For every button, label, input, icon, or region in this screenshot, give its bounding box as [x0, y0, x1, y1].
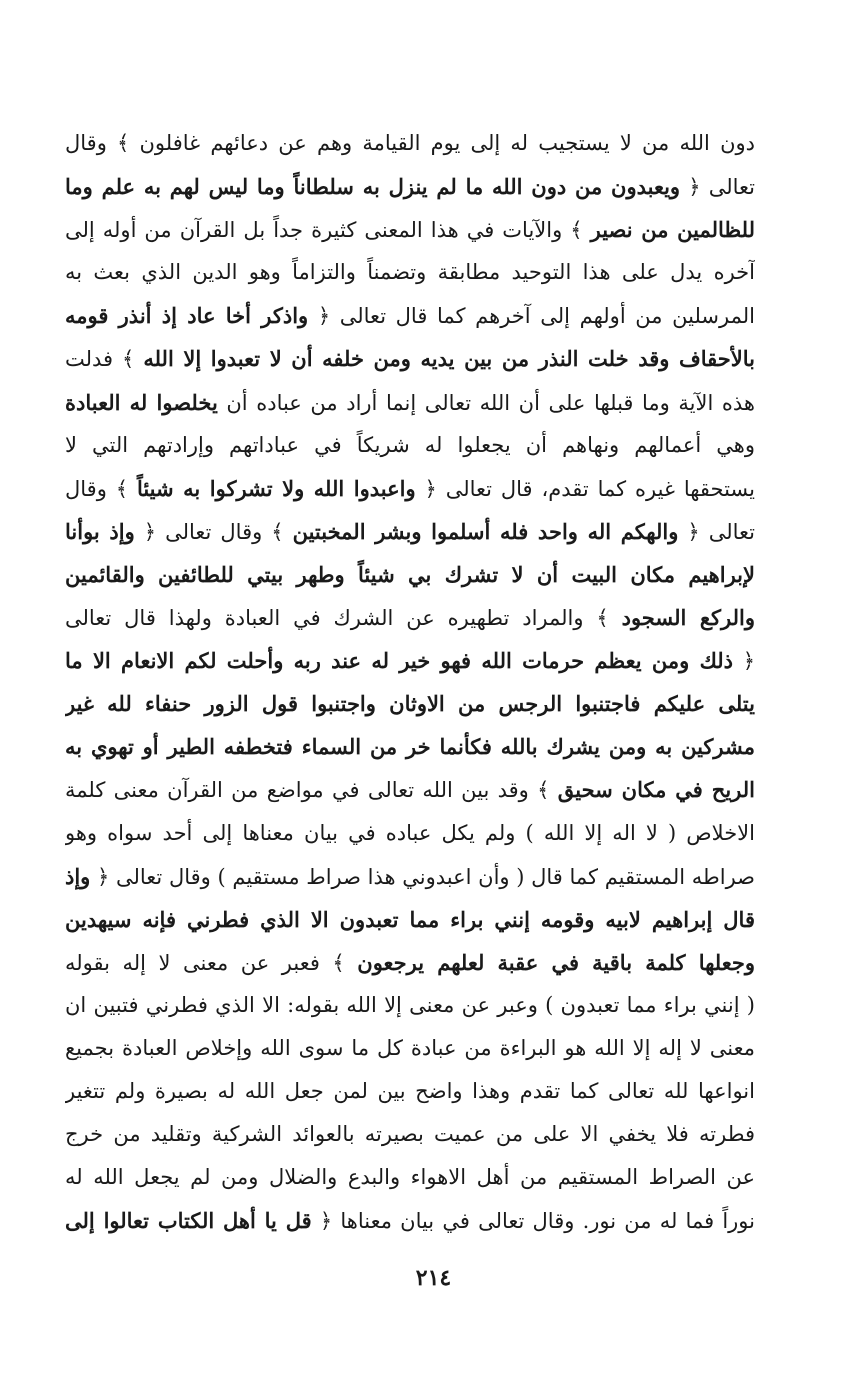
text-segment: يستحقها غيره كما تقدم، قال تعالى ﴿	[415, 476, 755, 501]
text-segment: ﴾ فعبر عن معنى لا إله بقوله	[65, 950, 358, 975]
text-segment: انواعها لله تعالى كما تقدم وهذا واضح بين لمن جعل الله له بصيرة ولم تتغير	[65, 1079, 755, 1104]
text-line	[65, 381, 755, 424]
text-segment: معنى لا إله إلا الله هو البراءة من عبادة كل ما سوى الله وإخلاص العبادة بجميع	[65, 1035, 755, 1060]
text-segment: تعالى ﴿	[678, 519, 755, 544]
text-segment: تعالى ﴿	[680, 175, 755, 200]
text-line	[65, 898, 755, 941]
quran-verse-segment: يخلصوا له العبادة	[65, 389, 218, 415]
text-segment: ﴾ وقد بين الله تعالى في مواضع من القرآن معنى كلمة	[65, 778, 558, 803]
text-line	[65, 553, 755, 596]
text-line	[65, 596, 755, 639]
text-segment: ﴿	[733, 649, 755, 674]
text-line	[65, 251, 755, 294]
text-segment: وهي أعمالهم ونهاهم أن يجعلوا له شريكاً في عباداتهم وإرادتهم التي لا	[65, 432, 755, 457]
text-line	[65, 984, 755, 1027]
text-line	[65, 768, 755, 811]
page-number: ٢١٤	[415, 1265, 452, 1291]
quran-verse-segment: واذكر أخا عاد إذ أنذر قومه	[65, 303, 309, 329]
text-segment: ﴾ وقال	[65, 476, 137, 501]
text-segment: ﴾ والآيات في هذا المعنى كثيرة جداً بل القرآن من أوله إلى	[65, 218, 591, 243]
text-line	[65, 1199, 755, 1242]
text-segment: دون الله من لا يستجيب له إلى يوم القيامة وهم عن دعائهم غافلون ﴾ وقال	[65, 131, 755, 155]
quran-verse-segment: لإبراهيم مكان البيت أن لا تشرك بي شيئاً وطهر بيتي للطائفين والقائمين	[65, 561, 755, 587]
text-segment: نوراً فما له من نور. وقال تعالى في بيان معناها ﴿	[311, 1209, 755, 1234]
text-segment: صراطه المستقيم كما قال ( وأن اعبدوني هذا صراط مستقيم ) وقال تعالى ﴿	[90, 864, 755, 889]
text-line	[65, 337, 755, 380]
text-line	[65, 165, 755, 208]
text-line	[65, 1156, 755, 1199]
text-line	[65, 294, 755, 337]
quran-verse-segment: قال إبراهيم لابيه وقومه إنني براء مما تعبدون الا الذي فطرني فإنه سيهدين	[65, 906, 755, 932]
text-line	[65, 1070, 755, 1113]
text-line	[65, 941, 755, 984]
quran-verse-segment: للظالمين من نصير	[590, 217, 755, 243]
text-line	[65, 1027, 755, 1070]
text-line	[65, 682, 755, 725]
text-segment: الاخلاص ( لا اله إلا الله ) ولم يكل عباده في بيان معناها إلى أحد سواه وهو	[65, 820, 755, 845]
text-line	[65, 812, 755, 855]
text-line	[65, 1113, 755, 1156]
quran-verse-segment: والهكم اله واحد فله أسلموا وبشر المخبتين	[292, 518, 679, 544]
quran-verse-segment: قل يا أهل الكتاب تعالوا إلى	[65, 1208, 312, 1234]
text-line	[65, 510, 755, 553]
quran-verse-segment: مشركين به ومن يشرك بالله فكأنما خر من السماء فتخطفه الطير أو تهوي به	[65, 734, 755, 760]
quran-verse-segment: بالأحقاف وقد خلت النذر من بين يديه ومن خلفه أن لا تعبدوا إلا الله	[143, 346, 755, 372]
text-segment: ﴾ وقال تعالى ﴿	[134, 519, 293, 544]
quran-verse-segment: وجعلها كلمة باقية في عقبة لعلهم يرجعون	[357, 949, 755, 975]
text-line	[65, 467, 755, 510]
text-line	[65, 725, 755, 768]
quran-verse-segment: الريح في مكان سحيق	[557, 777, 755, 803]
text-line	[65, 122, 755, 165]
text-segment: آخره يدل على هذا التوحيد مطابقة وتضمناً والتزاماً وهو الدين الذي بعث به	[65, 260, 755, 285]
text-segment: فطرته فلا يخفي الا على من عميت بصيرته بالعوائد الشركية وتقليد من خرج	[65, 1122, 755, 1147]
quran-verse-segment: والركع السجود	[621, 605, 755, 631]
quran-verse-segment: واعبدوا الله ولا تشركوا به شيئاً	[136, 475, 416, 501]
quran-verse-segment: وإذ بوأنا	[65, 518, 135, 544]
text-segment: المرسلين من أولهم إلى آخرهم كما قال تعالى ﴿	[308, 304, 755, 329]
quran-verse-segment: ويعبدون من دون الله ما لم ينزل به سلطاناً وما ليس لهم به علم وما	[65, 174, 681, 200]
text-line	[65, 639, 755, 682]
text-segment: ﴾ فدلت	[65, 347, 144, 372]
text-segment: ﴾ والمراد تطهيره عن الشرك في العبادة ولهذا قال تعالى	[65, 606, 622, 631]
text-segment: عن الصراط المستقيم من أهل الاهواء والبدع والضلال ومن لم يجعل الله له	[65, 1165, 755, 1190]
body-text	[65, 122, 755, 1242]
text-line	[65, 424, 755, 467]
text-segment: ( إنني براء مما تعبدون ) وعبر عن معنى إلا الله بقوله: الا الذي فطرني فتبين ان	[65, 992, 755, 1017]
text-segment: هذه الآية وما قبلها على أن الله تعالى إنما أراد من عباده أن	[217, 390, 755, 415]
quran-verse-segment: يتلى عليكم فاجتنبوا الرجس من الاوثان واجتنبوا قول الزور حنفاء لله غير	[65, 691, 755, 717]
text-line	[65, 855, 755, 898]
quran-verse-segment: وإذ	[65, 863, 91, 889]
text-line	[65, 208, 755, 251]
quran-verse-segment: ذلك ومن يعظم حرمات الله فهو خير له عند ربه وأحلت لكم الانعام الا ما	[65, 648, 734, 674]
